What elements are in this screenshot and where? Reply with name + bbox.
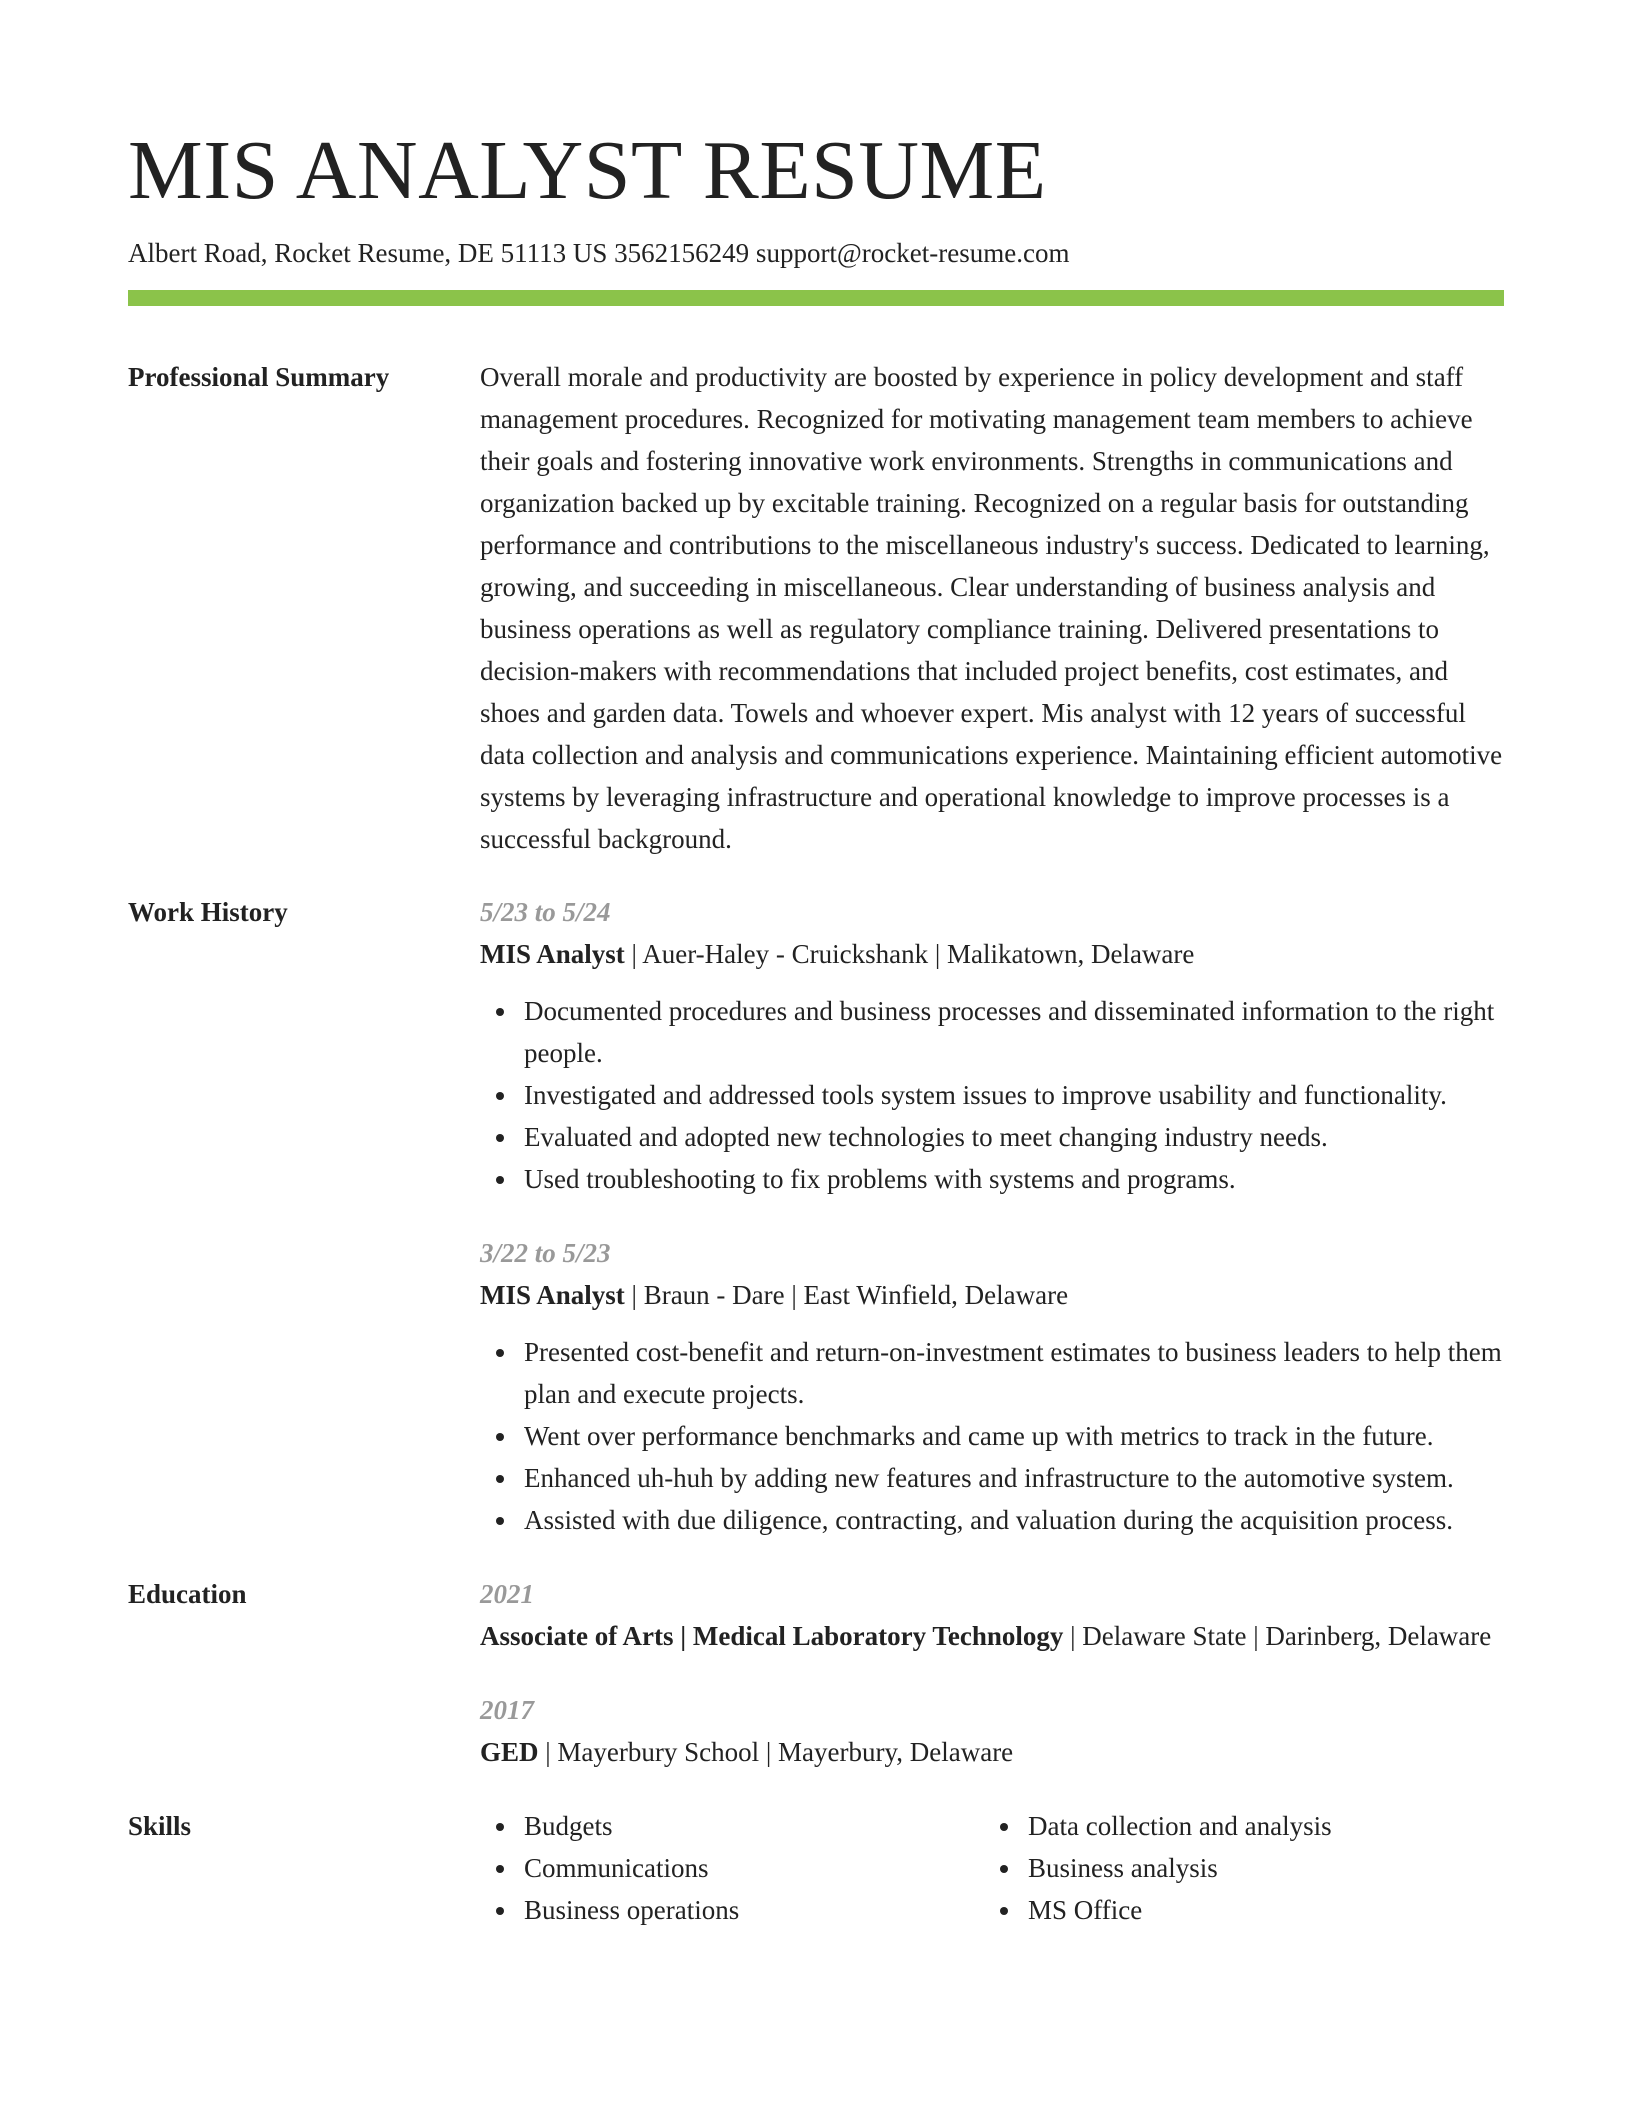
job-bullets — [480, 990, 1504, 1200]
section-label-skills: Skills — [128, 1811, 192, 1841]
section-label-summary: Professional Summary — [128, 362, 390, 392]
education-degree-line — [480, 1731, 1504, 1773]
list-item: MS Office — [1028, 1889, 1488, 1931]
skills-section — [128, 1805, 1504, 1931]
job-dates: 3/22 to 5/23 — [480, 1238, 611, 1268]
list-item: Assisted with due diligence, contracting, and valuation during the acquisition process. — [524, 1499, 1504, 1541]
education-details: | Delaware State | Darinberg, Delaware — [1063, 1621, 1492, 1651]
list-item: Documented procedures and business processes and disseminated information to the right people. — [524, 990, 1504, 1074]
summary-section — [128, 356, 1504, 860]
resume-title: MIS ANALYST RESUME — [128, 124, 1047, 217]
education-year: 2017 — [480, 1695, 534, 1725]
header-divider — [128, 290, 1504, 306]
list-item: Budgets — [524, 1805, 984, 1847]
resume-page — [128, 0, 1504, 1931]
list-item: Investigated and addressed tools system issues to improve usability and functionality. — [524, 1074, 1504, 1116]
education-section — [128, 1573, 1504, 1773]
list-item: Business operations — [524, 1889, 984, 1931]
section-label-work: Work History — [128, 897, 288, 927]
education-entry — [480, 1573, 1504, 1657]
list-item: Presented cost-benefit and return-on-investment estimates to business leaders to help them plan and execute projects. — [524, 1331, 1504, 1415]
job-role — [480, 1274, 1504, 1316]
section-label-education: Education — [128, 1579, 247, 1609]
summary-body — [480, 356, 1504, 860]
education-year: 2021 — [480, 1579, 534, 1609]
list-item: Communications — [524, 1847, 984, 1889]
skills-list-left — [480, 1805, 984, 1931]
list-item: Used troubleshooting to fix problems with systems and programs. — [524, 1158, 1504, 1200]
list-item: Business analysis — [1028, 1847, 1488, 1889]
education-degree: GED — [480, 1737, 539, 1767]
job-dates: 5/23 to 5/24 — [480, 897, 611, 927]
education-degree-line — [480, 1615, 1504, 1657]
education-entry — [480, 1689, 1504, 1773]
list-item: Went over performance benchmarks and came up with metrics to track in the future. — [524, 1415, 1504, 1457]
job-bullets — [480, 1331, 1504, 1541]
contact-line: Albert Road, Rocket Resume, DE 51113 US 3562156249 support@rocket-resume.com — [128, 238, 1070, 268]
education-body — [480, 1573, 1504, 1773]
summary-text: Overall morale and productivity are boosted by experience in policy development and staff management procedures. Recognized for motivating management team members to achieve their goals and fostering innovative work environments. Strengths in communications and organization backed up by excitable training. Recognized on a regular basis for outstanding performance and contributions to the miscellaneous industry's success. Dedicated to learning, growing, and succeeding in miscellaneous. Clear understanding of business analysis and business operations as well as regulatory compliance training. Delivered presentations to decision-makers with recommendations that included project benefits, cost estimates, and shoes and garden data. Towels and whoever expert. Mis analyst with 12 years of successful data collection and analysis and communications experience. Maintaining efficient automotive systems by leveraging infrastructure and operational knowledge to improve processes is a successful background. — [480, 362, 1503, 854]
job-role — [480, 933, 1504, 975]
list-item: Evaluated and adopted new technologies to meet changing industry needs. — [524, 1116, 1504, 1158]
work-history-section — [128, 891, 1504, 1541]
job-details: | Braun - Dare | East Winfield, Delaware — [624, 1280, 1069, 1310]
job-entry — [480, 1232, 1504, 1541]
skills-list-right — [984, 1805, 1488, 1931]
job-details: | Auer-Haley - Cruickshank | Malikatown, Delaware — [624, 939, 1195, 969]
education-details: | Mayerbury School | Mayerbury, Delaware — [538, 1737, 1014, 1767]
skills-body — [480, 1805, 1504, 1931]
job-title: MIS Analyst — [480, 1280, 625, 1310]
list-item: Enhanced uh-huh by adding new features and infrastructure to the automotive system. — [524, 1457, 1504, 1499]
job-entry — [480, 891, 1504, 1200]
work-history-body — [480, 891, 1504, 1541]
job-title: MIS Analyst — [480, 939, 625, 969]
list-item: Data collection and analysis — [1028, 1805, 1488, 1847]
education-degree: Associate of Arts | Medical Laboratory Technology — [480, 1621, 1064, 1651]
